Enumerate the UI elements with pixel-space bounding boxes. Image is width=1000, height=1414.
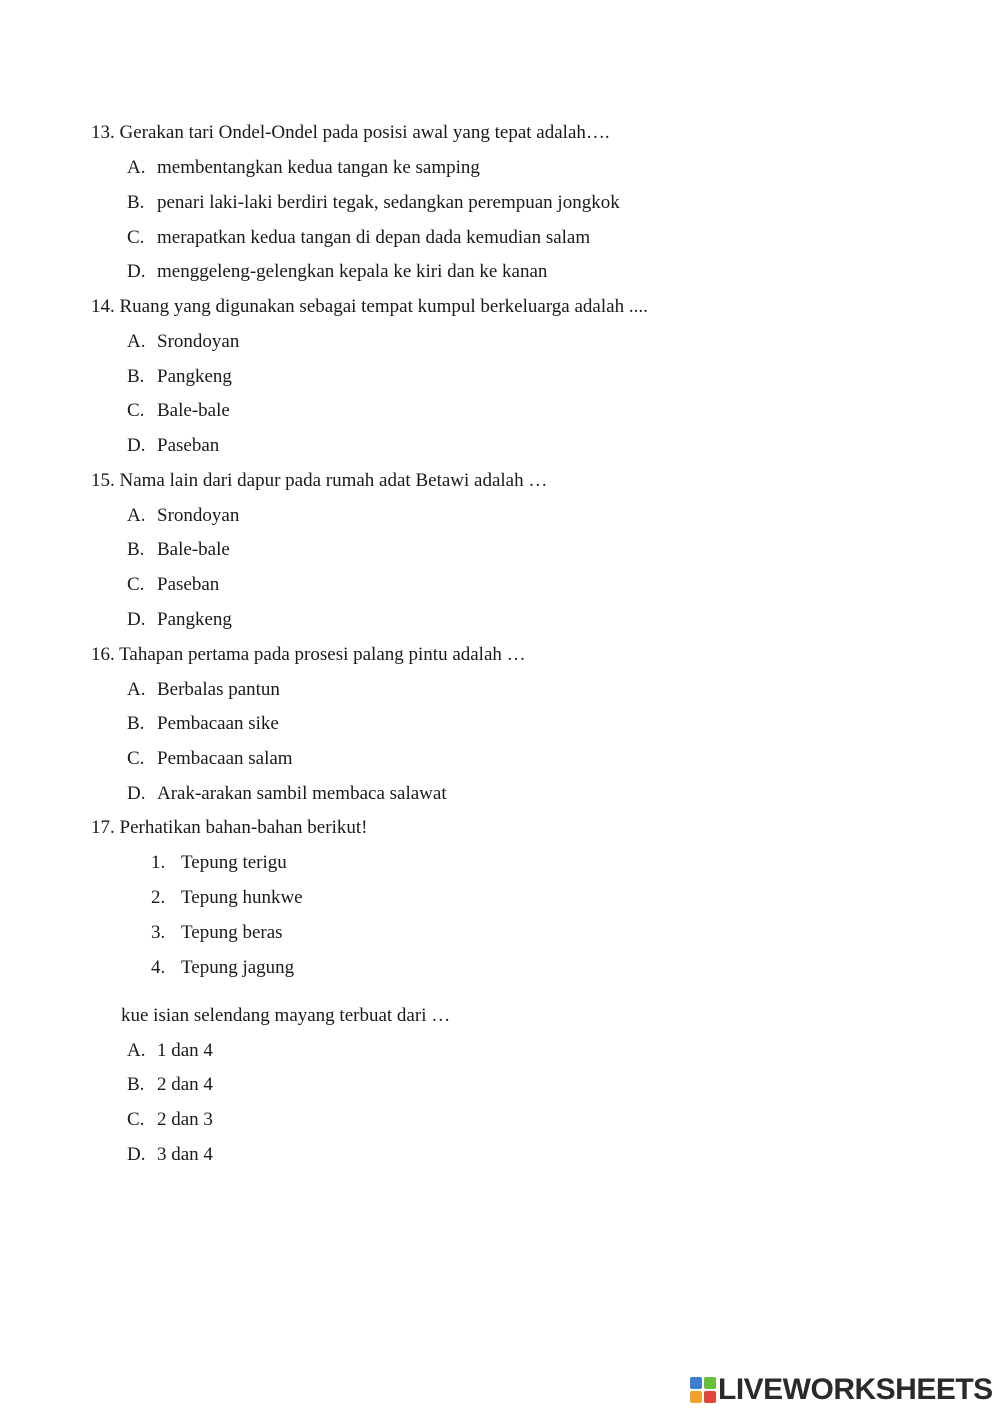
question-17-sub-stem: kue isian selendang mayang terbuat dari … (121, 1005, 451, 1026)
list-item-number: 1. (151, 852, 166, 873)
question-15-option-b[interactable]: Bale-bale (157, 539, 230, 560)
question-15-option-d[interactable]: Pangkeng (157, 609, 232, 630)
liveworksheets-logo[interactable] (690, 1374, 993, 1406)
list-item: Tepung terigu (181, 852, 287, 873)
option-letter: C. (127, 574, 145, 595)
list-item-number: 2. (151, 887, 166, 908)
option-letter: A. (127, 157, 146, 178)
question-15-option-a[interactable]: Srondoyan (157, 505, 240, 526)
question-16-option-d[interactable]: Arak-arakan sambil membaca salawat (157, 783, 447, 804)
option-letter: D. (127, 1144, 146, 1165)
question-14-option-d[interactable]: Paseban (157, 435, 220, 456)
question-16-option-a[interactable]: Berbalas pantun (157, 679, 280, 700)
question-17-option-a[interactable]: 1 dan 4 (157, 1040, 213, 1061)
question-13-option-d[interactable]: menggeleng-gelengkan kepala ke kiri dan ke kanan (157, 261, 548, 282)
question-17-option-c[interactable]: 2 dan 3 (157, 1109, 213, 1130)
question-16-option-c[interactable]: Pembacaan salam (157, 748, 293, 769)
question-16-option-b[interactable]: Pembacaan sike (157, 713, 279, 734)
question-13-option-b[interactable]: penari laki-laki berdiri tegak, sedangkan perempuan jongkok (157, 192, 620, 213)
option-letter: B. (127, 539, 145, 560)
option-letter: A. (127, 1040, 146, 1061)
option-letter: D. (127, 435, 146, 456)
option-letter: D. (127, 783, 146, 804)
question-16-stem: 16. Tahapan pertama pada prosesi palang pintu adalah … (91, 644, 526, 665)
question-17-option-d[interactable]: 3 dan 4 (157, 1144, 213, 1165)
option-letter: A. (127, 679, 146, 700)
question-15-option-c[interactable]: Paseban (157, 574, 220, 595)
list-item: Tepung jagung (181, 957, 295, 978)
list-item-number: 3. (151, 922, 166, 943)
option-letter: A. (127, 505, 146, 526)
option-letter: B. (127, 713, 145, 734)
question-14-stem: 14. Ruang yang digunakan sebagai tempat kumpul berkeluarga adalah .... (91, 296, 648, 317)
option-letter: D. (127, 609, 146, 630)
list-item: Tepung beras (181, 922, 283, 943)
question-17-option-b[interactable]: 2 dan 4 (157, 1074, 213, 1095)
question-13-stem: 13. Gerakan tari Ondel-Ondel pada posisi awal yang tepat adalah…. (91, 122, 610, 143)
question-17-stem: 17. Perhatikan bahan-bahan berikut! (91, 817, 368, 838)
option-letter: C. (127, 748, 145, 769)
question-15-stem: 15. Nama lain dari dapur pada rumah adat Betawi adalah … (91, 470, 548, 491)
list-item-number: 4. (151, 957, 166, 978)
list-item: Tepung hunkwe (181, 887, 303, 908)
question-14-option-c[interactable]: Bale-bale (157, 400, 230, 421)
option-letter: D. (127, 261, 146, 282)
option-letter: C. (127, 227, 145, 248)
option-letter: A. (127, 331, 146, 352)
option-letter: C. (127, 400, 145, 421)
question-13-option-a[interactable]: membentangkan kedua tangan ke samping (157, 157, 480, 178)
option-letter: B. (127, 366, 145, 387)
question-14-option-a[interactable]: Srondoyan (157, 331, 240, 352)
liveworksheets-logo-text: LIVEWORKSHEETS (718, 1373, 993, 1406)
question-13-option-c[interactable]: merapatkan kedua tangan di depan dada kemudian salam (157, 227, 591, 248)
liveworksheets-logo-icon (690, 1377, 716, 1403)
question-14-option-b[interactable]: Pangkeng (157, 366, 232, 387)
option-letter: C. (127, 1109, 145, 1130)
option-letter: B. (127, 192, 145, 213)
option-letter: B. (127, 1074, 145, 1095)
